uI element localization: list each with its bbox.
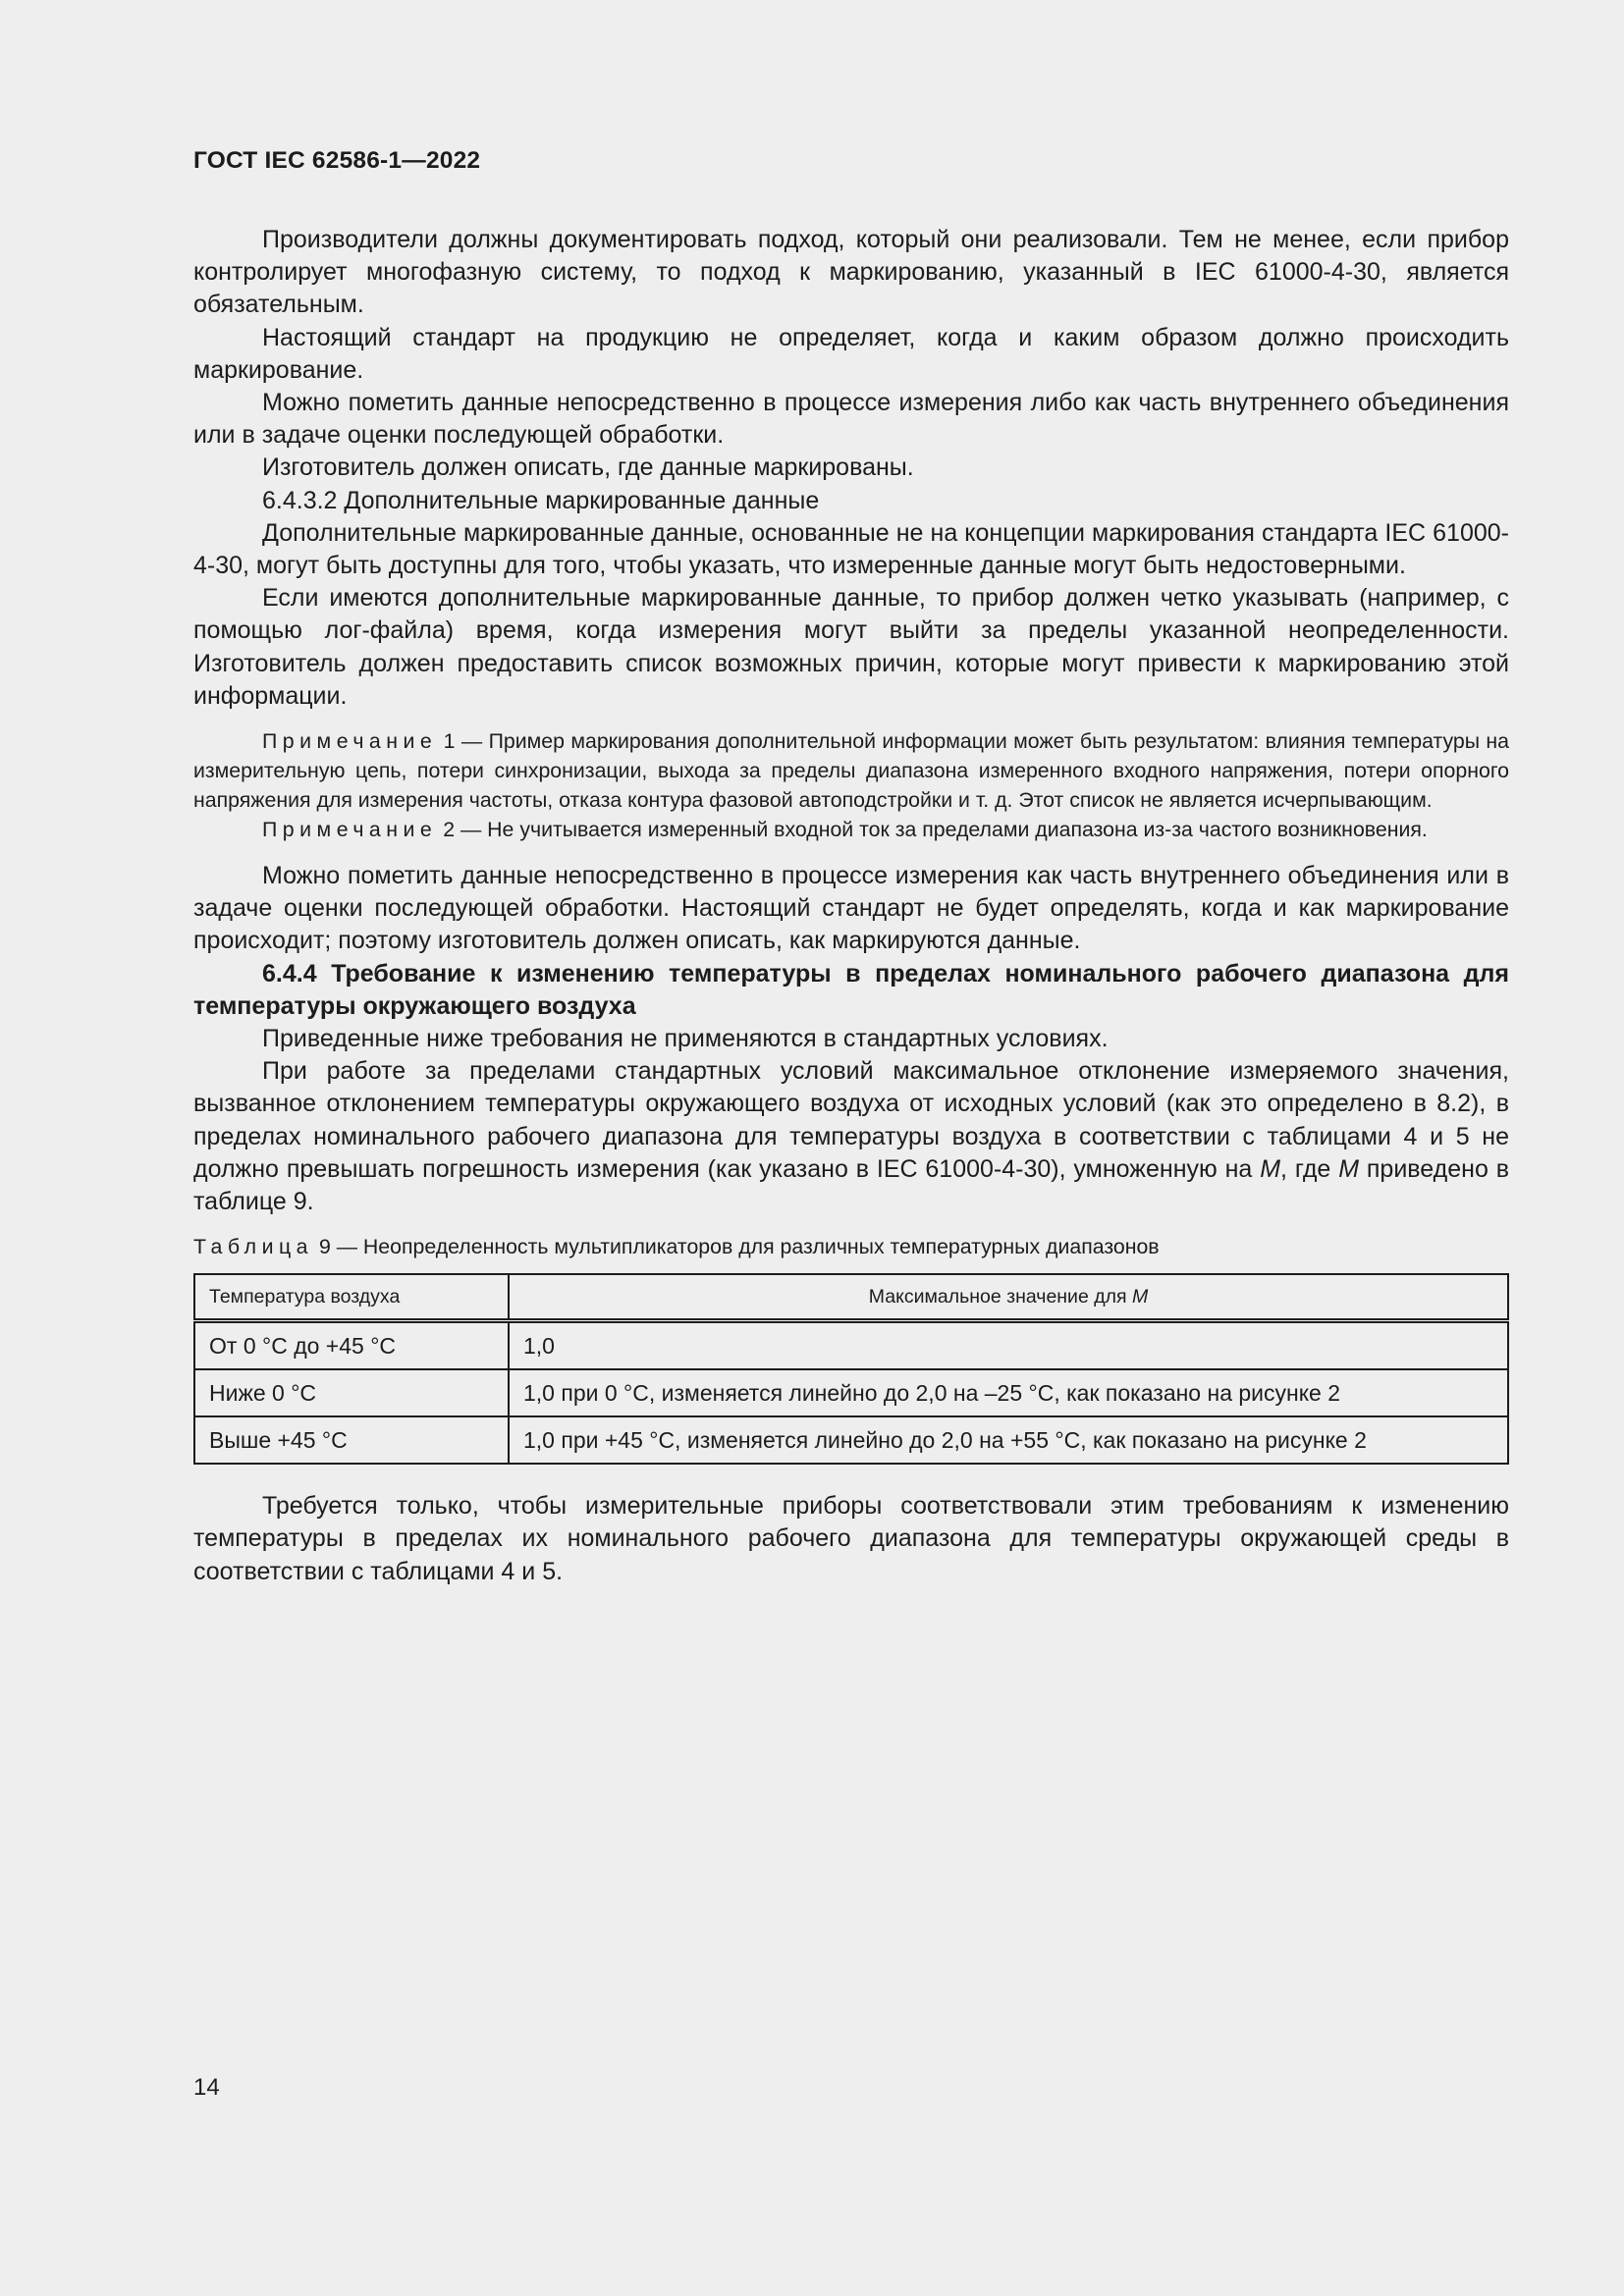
table-header-variable-m: M: [1131, 1285, 1149, 1308]
note-1: [193, 726, 1509, 815]
variable-m-1: M: [1260, 1154, 1281, 1183]
paragraph-8: Можно пометить данные непосредственно в процессе измерения как часть внутреннего объединения или в задаче оценки последующей обработки. Настоящий стандарт не будет определять, когда и как маркирование происходит; поэтому изготовитель должен описать, как маркируются данные.: [193, 862, 1509, 955]
variable-m-2: M: [1338, 1154, 1360, 1183]
paragraph-3: Можно пометить данные непосредственно в процессе измерения либо как часть внутреннего объединения или в задаче оценки последующей обработки.: [193, 389, 1509, 450]
paragraph-2: Настоящий стандарт на продукцию не определяет, когда и каким образом должно происходить маркирование.: [193, 323, 1509, 384]
table-9-caption: [193, 1232, 1509, 1261]
page-number: 14: [193, 2074, 220, 2101]
table-cell-temperature: От 0 °С до +45 °С: [194, 1321, 509, 1370]
table-header-temperature: Температура воздуха: [194, 1274, 509, 1321]
table-row: [194, 1416, 1508, 1464]
note-2-text: 2 — Не учитывается измеренный входной ток за пределами диапазона из-за частого возникновения.: [443, 818, 1428, 842]
paragraph-1: Производители должны документировать подход, который они реализовали. Тем не менее, если прибор контролирует многофазную систему, то подход к маркированию, указанный в IEC 61000-4-30, является обязательным.: [193, 226, 1509, 319]
table-cell-max-value: 1,0 при 0 °С, изменяется линейно до 2,0 на –25 °С, как показано на рисунке 2: [509, 1369, 1508, 1416]
document-page: [193, 0, 1509, 2296]
paragraph-6: Дополнительные маркированные данные, основанные не на концепции маркирования стандарта IEC 61000-4-30, могут быть доступны для того, чтобы указать, что измеренные данные могут быть недостоверными.: [193, 518, 1509, 580]
table-cell-temperature: Ниже 0 °С: [194, 1369, 509, 1416]
table-cell-max-value: 1,0 при +45 °С, изменяется линейно до 2,0 на +55 °С, как показано на рисунке 2: [509, 1416, 1508, 1464]
paragraph-10-part-a: При работе за пределами стандартных условий максимальное отклонение измеряемого значения, вызванное отклонением температуры окружающего воздуха от исходных условий (как это определено в 8.2), в пределах номинального рабочего диапазона для температуры воздуха в соответствии с таблицами 4 и 5 не должно превышать погрешность измерения (как указано в IEC 61000-4-30), умноженную на: [193, 1057, 1509, 1183]
table-row: [194, 1321, 1508, 1370]
table-header-max-value: [509, 1274, 1508, 1321]
table-header-row: [194, 1274, 1508, 1321]
table-cell-max-value: 1,0: [509, 1321, 1508, 1370]
note-1-label: Примечание: [262, 729, 438, 754]
document-content: [193, 224, 1509, 1588]
note-2: [193, 815, 1509, 844]
paragraph-9: Приведенные ниже требования не применяются в стандартных условиях.: [262, 1025, 1109, 1053]
table-caption-text: 9 — Неопределенность мультипликаторов для различных температурных диапазонов: [318, 1235, 1160, 1259]
paragraph-10: [193, 1055, 1509, 1218]
paragraph-10-part-b: , где: [1280, 1154, 1339, 1183]
paragraph-10-part-c: приведено в таблице 9.: [193, 1154, 1510, 1216]
document-header-title: ГОСТ IEC 62586-1—2022: [193, 147, 481, 174]
paragraph-11: Требуется только, чтобы измерительные приборы соответствовали этим требованиям к изменению температуры в пределах их номинального рабочего диапазона для температуры окружающей среды в соответствии с таблицами 4 и 5.: [193, 1492, 1509, 1585]
paragraph-4: Изготовитель должен описать, где данные маркированы.: [262, 454, 914, 482]
table-caption-label: Таблица: [193, 1235, 314, 1259]
subsection-6-4-3-2-title: 6.4.3.2 Дополнительные маркированные данные: [262, 486, 820, 514]
section-6-4-4-heading: 6.4.4 Требование к изменению температуры в пределах номинального рабочего диапазона для температуры окружающего воздуха: [193, 959, 1509, 1020]
table-9: [193, 1273, 1509, 1465]
table-header-max-value-text: Максимальное значение для: [868, 1285, 1132, 1308]
paragraph-7: Если имеются дополнительные маркированные данные, то прибор должен четко указывать (например, с помощью лог-файла) время, когда измерения могут выйти за пределы указанной неопределенности. Изготовитель должен предоставить список возможных причин, которые могут привести к маркированию этой информации.: [193, 584, 1509, 710]
note-1-text: 1 — Пример маркирования дополнительной информации может быть результатом: влияния температуры на измерительную цепь, потери синхронизации, выхода за пределы диапазона измеренного входного напряжения, потери опорного напряжения для измерения частоты, отказа контура фазовой автоподстройки и т. д. Этот список не является исчерпывающим.: [193, 729, 1509, 813]
notes-block: [193, 726, 1509, 844]
note-2-label: Примечание: [262, 818, 438, 842]
table-row: [194, 1369, 1508, 1416]
table-cell-temperature: Выше +45 °С: [194, 1416, 509, 1464]
